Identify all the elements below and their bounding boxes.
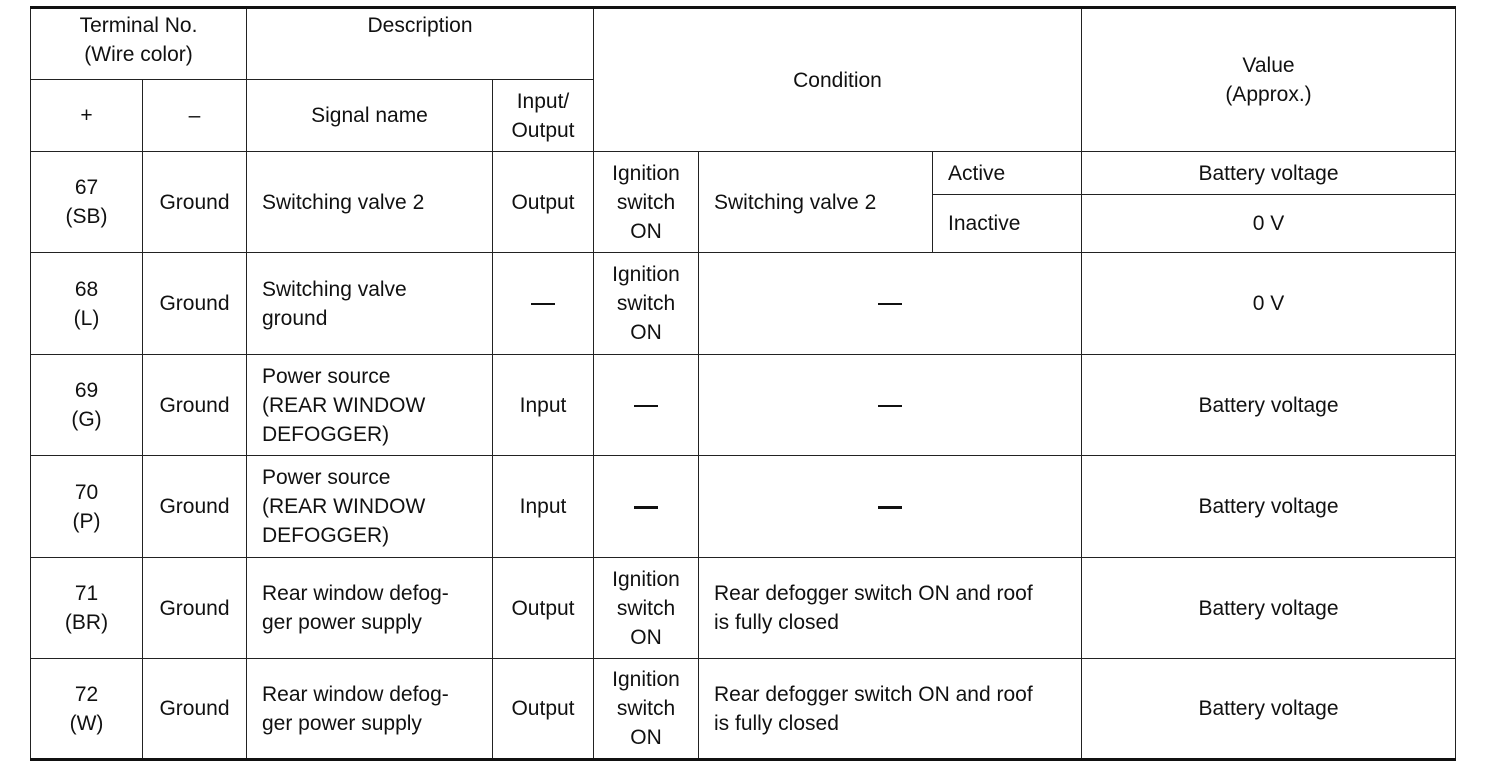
minus-cell: Ground xyxy=(143,152,247,253)
signal-cell: Switching valve ground xyxy=(247,253,493,355)
io-cell xyxy=(493,253,594,355)
table-row xyxy=(31,558,1456,659)
condition-detail-cell xyxy=(699,456,1082,558)
plus-header: + xyxy=(31,80,143,152)
io-cell: Input xyxy=(493,355,594,456)
condition-detail-cell xyxy=(699,253,1082,355)
value-cell: 0 V xyxy=(1082,253,1456,355)
terminal-cell: 67 (SB) xyxy=(31,152,143,253)
condition-cell: Ignition switch ON xyxy=(594,558,699,659)
table-row xyxy=(31,659,1456,760)
value-cell: Battery voltage xyxy=(1082,558,1456,659)
condition-cell: Ignition switch ON xyxy=(594,659,699,760)
value-cell: Battery voltage xyxy=(1082,152,1456,195)
condition-detail-cell: Rear defogger switch ON and roof is fully closed xyxy=(699,558,1082,659)
value-cell: Battery voltage xyxy=(1082,659,1456,760)
signal-cell: Rear window defog- ger power supply xyxy=(247,659,493,760)
signal-cell: Switching valve 2 xyxy=(247,152,493,253)
value-cell: Battery voltage xyxy=(1082,456,1456,558)
terminal-table xyxy=(30,6,1456,761)
table-row xyxy=(31,456,1456,558)
signal-cell: Power source (REAR WINDOW DEFOGGER) xyxy=(247,456,493,558)
dash-mark xyxy=(878,506,902,509)
io-cell: Output xyxy=(493,558,594,659)
header-row xyxy=(31,8,1456,80)
signal-name-header: Signal name xyxy=(247,80,493,152)
signal-cell: Rear window defog- ger power supply xyxy=(247,558,493,659)
dash-mark xyxy=(634,405,658,407)
io-cell: Output xyxy=(493,152,594,253)
input-output-header: Input/ Output xyxy=(493,80,594,152)
state-cell: Active xyxy=(933,152,1082,195)
table-row xyxy=(31,253,1456,355)
table-row xyxy=(31,355,1456,456)
condition-cell: Ignition switch ON xyxy=(594,253,699,355)
minus-cell: Ground xyxy=(143,253,247,355)
signal-cell: Power source (REAR WINDOW DEFOGGER) xyxy=(247,355,493,456)
terminal-cell: 69 (G) xyxy=(31,355,143,456)
dash-mark xyxy=(531,303,555,305)
condition-cell: Ignition switch ON xyxy=(594,152,699,253)
terminal-cell: 71 (BR) xyxy=(31,558,143,659)
wire-color-label: (Wire color) xyxy=(84,43,193,66)
terminal-cell: 72 (W) xyxy=(31,659,143,760)
minus-cell: Ground xyxy=(143,456,247,558)
value-cell: 0 V xyxy=(1082,195,1456,253)
terminal-cell: 70 (P) xyxy=(31,456,143,558)
io-cell: Input xyxy=(493,456,594,558)
description-header: Description xyxy=(247,8,594,80)
condition-header: Condition xyxy=(594,8,1082,152)
minus-cell: Ground xyxy=(143,558,247,659)
condition-cell xyxy=(594,456,699,558)
approx-label: (Approx.) xyxy=(1225,83,1312,106)
condition-detail-cell: Rear defogger switch ON and roof is fully closed xyxy=(699,659,1082,760)
minus-cell: Ground xyxy=(143,355,247,456)
terminal-no-header xyxy=(31,8,247,80)
dash-mark xyxy=(878,303,902,305)
condition-detail-cell: Switching valve 2 xyxy=(699,152,933,253)
minus-cell: Ground xyxy=(143,659,247,760)
condition-detail-cell xyxy=(699,355,1082,456)
state-cell: Inactive xyxy=(933,195,1082,253)
minus-header: – xyxy=(143,80,247,152)
table-row xyxy=(31,152,1456,195)
value-header xyxy=(1082,8,1456,152)
terminal-no-label: Terminal No. xyxy=(79,14,198,37)
condition-cell xyxy=(594,355,699,456)
dash-mark xyxy=(878,405,902,407)
value-cell: Battery voltage xyxy=(1082,355,1456,456)
value-label: Value xyxy=(1242,54,1295,77)
terminal-cell: 68 (L) xyxy=(31,253,143,355)
io-cell: Output xyxy=(493,659,594,760)
dash-mark xyxy=(634,506,658,509)
